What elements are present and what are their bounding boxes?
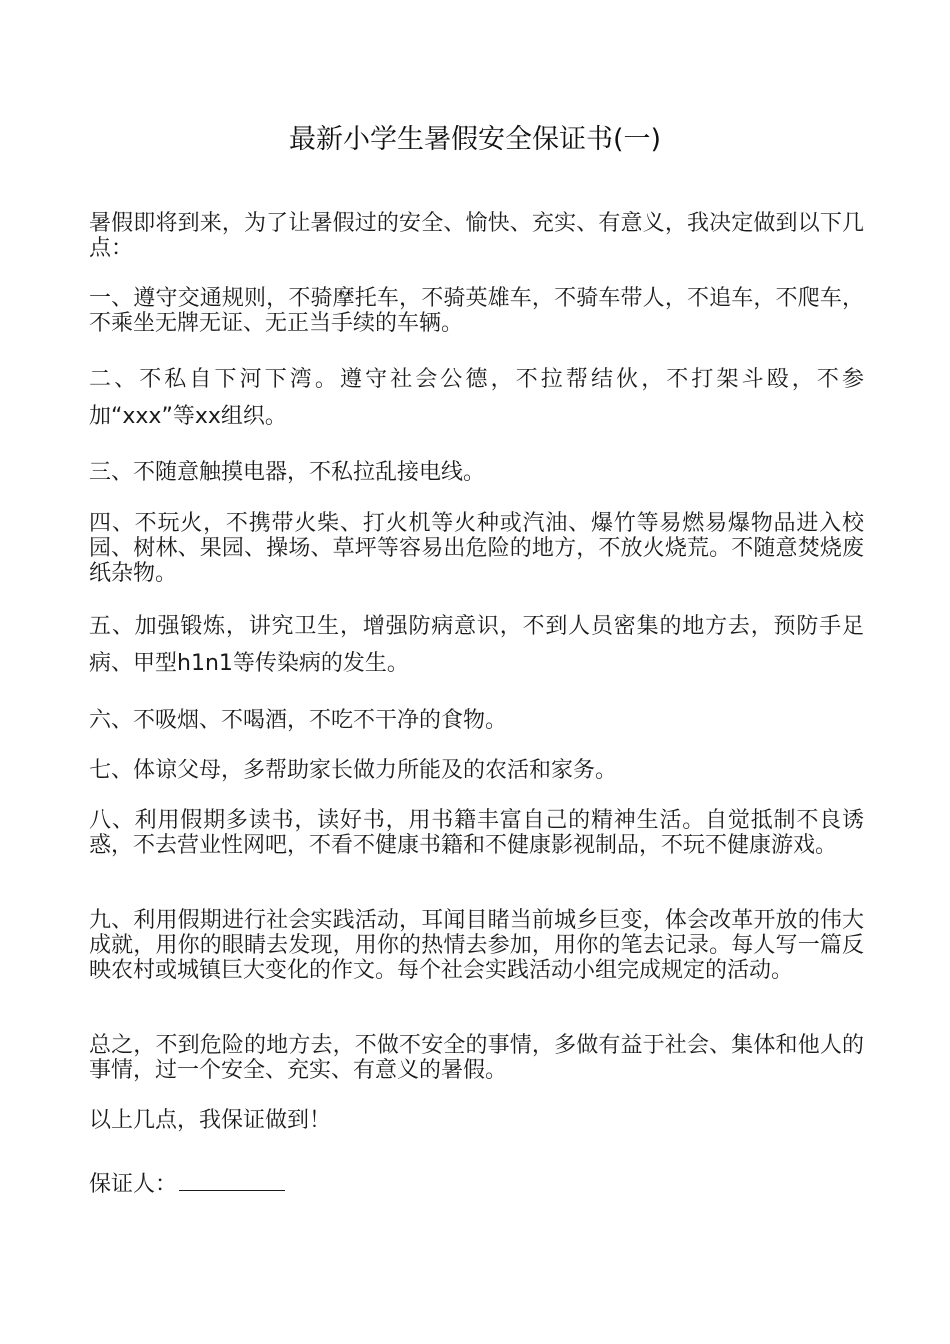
paragraph-item-1: 一、遵守交通规则，不骑摩托车，不骑英雄车，不骑车带人，不追车，不爬车，不乘坐无牌无证、无正当手续的车辆。 <box>89 286 864 336</box>
signature-label: 保证人： <box>89 1172 178 1197</box>
document-title: 最新小学生暑假安全保证书(一) <box>288 124 662 155</box>
paragraph-item-6: 六、不吸烟、不喝酒，不吃不干净的食物。 <box>89 708 508 733</box>
paragraph-intro: 暑假即将到来，为了让暑假过的安全、愉快、充实、有意义，我决定做到以下几点： <box>89 211 864 261</box>
paragraph-item-3: 三、不随意触摸电器，不私拉乱接电线。 <box>89 460 486 485</box>
paragraph-item-7: 七、体谅父母，多帮助家长做力所能及的农活和家务。 <box>89 758 618 783</box>
paragraph-item-5: 五、加强锻炼，讲究卫生，增强防病意识，不到人员密集的地方去，预防手足病、甲型h1n1等传染病的发生。 <box>89 614 864 676</box>
signature-blank[interactable] <box>179 1170 285 1191</box>
paragraph-item-4: 四、不玩火，不携带火柴、打火机等火种或汽油、爆竹等易燃易爆物品进入校园、树林、果园、操场、草坪等容易出危险的地方，不放火烧荒。不随意焚烧废纸杂物。 <box>89 511 864 586</box>
signature-line <box>89 1170 864 1197</box>
paragraph-item-2: 二、不私自下河下湾。遵守社会公德，不拉帮结伙，不打架斗殴，不参加“xxx”等xx组织。 <box>89 367 864 429</box>
paragraph-item-8: 八、利用假期多读书，读好书，用书籍丰富自己的精神生活。自觉抵制不良诱惑，不去营业性网吧，不看不健康书籍和不健康影视制品，不玩不健康游戏。 <box>89 808 864 858</box>
paragraph-conclusion: 总之，不到危险的地方去，不做不安全的事情，多做有益于社会、集体和他人的事情，过一个安全、充实、有意义的暑假。 <box>89 1033 864 1083</box>
paragraph-item-9: 九、利用假期进行社会实践活动，耳闻目睹当前城乡巨变，体会改革开放的伟大成就，用你的眼睛去发现，用你的热情去参加，用你的笔去记录。每人写一篇反映农村或城镇巨大变化的作文。每个社会实践活动小组完成规定的活动。 <box>89 908 864 983</box>
paragraph-promise: 以上几点，我保证做到！ <box>89 1108 332 1133</box>
